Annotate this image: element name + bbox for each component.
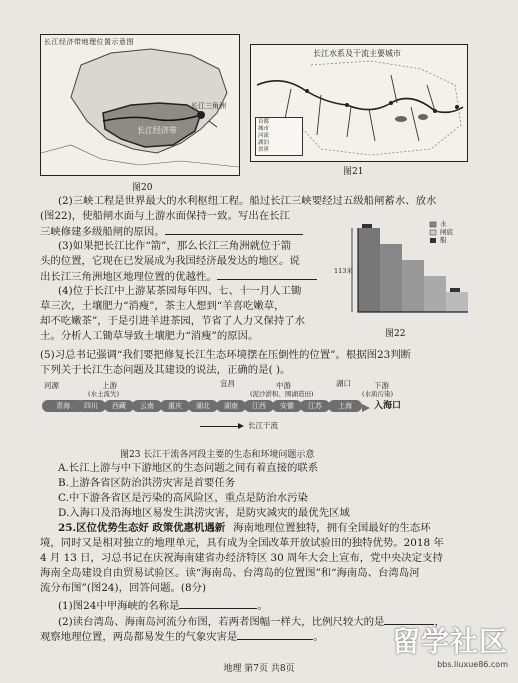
- legend-item: 河流: [258, 133, 270, 139]
- figure-22-caption: 图22: [385, 329, 406, 339]
- option-d[interactable]: D.入海口及沿海地区易发生洪涝灾害，是防灾减灾的最优先区域: [58, 507, 350, 519]
- legend-item: 湖泊: [258, 140, 270, 146]
- legend-water: 水: [440, 220, 447, 228]
- province-segment: 重庆: [160, 400, 190, 412]
- figure-23-caption: 图23 长江干流各河段主要的生态和环境问题示意: [120, 450, 315, 460]
- page-footer: 地理 第7页 共8页: [223, 664, 295, 674]
- height-label: 113米: [334, 267, 353, 275]
- arrow-right-icon: [238, 423, 244, 429]
- q4-line: (4)位于长江中上游某茶园每年四、七、十一月人工锄: [58, 285, 302, 297]
- answer-blank[interactable]: [179, 598, 257, 609]
- figure-21-caption: 图21: [343, 167, 364, 177]
- figure-20-title: 长江经济带地理位置示意图: [44, 38, 134, 46]
- section-label: 河源: [44, 381, 59, 390]
- legend-item: 首都: [258, 119, 270, 125]
- watermark-text: 留学社区: [391, 625, 508, 658]
- sea-label: 入海口: [374, 401, 402, 411]
- figure-20-map: [40, 34, 240, 176]
- option-c[interactable]: C.中下游各省区是污染的高风险区，重点是防治水污染: [58, 492, 308, 504]
- figure-21-map: [250, 44, 468, 162]
- section-label: 宜昌: [220, 379, 235, 388]
- figure-22-legend: [440, 220, 453, 244]
- province-segment: 西藏: [104, 400, 134, 412]
- province-segment: 湖北: [188, 400, 218, 412]
- province-segment: 青海: [42, 400, 84, 412]
- watermark-logo: [392, 620, 508, 669]
- province-segment: 湖南: [216, 400, 246, 412]
- section-label: 中游: [276, 381, 291, 390]
- q25-heading: 25.区位优势生态好 政策优惠机遇新: [58, 522, 226, 534]
- section-label: 湖口: [336, 379, 351, 388]
- label-yangtze-delta: 长江三角洲: [191, 102, 226, 110]
- option-b[interactable]: B.上游各省区防治洪涝灾害是首要任务: [58, 477, 236, 489]
- q4-line: 土。分析人工锄草导致土壤肥力“消瘦”的原因。: [40, 330, 259, 342]
- answer-blank[interactable]: ( )。: [268, 364, 291, 376]
- q4-line: 草三次，土壤肥力“消瘦”，茶主人想到“羊喜吃嫩草，: [40, 300, 285, 312]
- problem-note: (水质污染): [362, 390, 394, 398]
- legend-ship: 船: [440, 236, 447, 244]
- figure-22-ship-lock: [330, 218, 470, 322]
- q25-line: 境，同时又是相对独立的地理单元，具有成为全国改革开放试验田的独特优势。2018 年: [40, 537, 444, 549]
- answer-blank[interactable]: [237, 629, 313, 640]
- q25-line: 海南全岛建设自由贸易试验区。读“海南岛、台湾岛的位置图”和“海南岛、台湾岛河: [40, 567, 420, 579]
- problem-note: (水土流失): [88, 390, 120, 398]
- province-segment: 安徽: [272, 400, 302, 412]
- figure-21-title: 长江水系及干流主要城市: [313, 49, 401, 58]
- q5-line: 下列关于长江生态问题及其建设的说法，正确的是( )。: [40, 364, 291, 376]
- q25-1-line: (1)图24中甲海峡的名称是 。: [58, 600, 268, 612]
- q2-line: (图22)，使船闸水面与上游水面保持一致。写出在长江: [40, 210, 290, 222]
- q3-line: (3)如果把长江比作“箭”，那么长江三角洲就位于箭: [58, 240, 292, 252]
- legend-item: 城市: [258, 126, 270, 132]
- answer-blank[interactable]: [165, 224, 303, 235]
- q3-line: 出长江三角洲地区地理位置的优越性。: [40, 269, 317, 284]
- label-yangtze-economic-belt: 长江经济带: [137, 126, 177, 135]
- province-segment: 江苏: [300, 400, 330, 412]
- q3-line: 头的位置，它现在已发展成为我国经济最发达的地区。说: [40, 255, 300, 267]
- flow-label: 长江干流: [248, 421, 278, 430]
- flow-line: [200, 426, 240, 427]
- section-label: 上游: [102, 381, 117, 390]
- province-segment: 四川: [76, 400, 106, 412]
- figure-23-yangtze-diagram: [40, 378, 490, 444]
- q5-line: (5)习总书记强调“我们要把修复长江生态环境摆在压倒性的位置”。根据图23判断: [40, 349, 412, 361]
- q25-first-line: 25.区位优势生态好 政策优惠机遇新 海南地理位置独特，拥有全国最好的生态环: [58, 522, 431, 534]
- watermark-url: bbs.liuxue86.com: [437, 660, 508, 669]
- problem-note: (泥沙淤积、围湖造田): [250, 390, 314, 398]
- q25-line: 流分布图”(图24)，回答问题。(8分): [40, 582, 207, 594]
- q25-2-line: (2)读台湾岛、海南岛河流分布图，若两者图幅一样大，比例尺较大的是 ，: [58, 616, 445, 628]
- q2-line: 三峡修建多级船闸的原因。: [40, 224, 303, 239]
- province-segment: 江西: [244, 400, 274, 412]
- q4-line: 却不吃嫩茶”，于是引进羊进茶园，节省了人力又保持了水: [40, 315, 306, 327]
- figure-20-caption: 图20: [132, 183, 153, 193]
- figure-21-legend: [255, 117, 303, 156]
- q2-line: (2)三峡工程是世界最大的水利枢纽工程。船过长江三峡要经过五级船闸蓄水、放水: [58, 195, 437, 207]
- legend-item: 省界: [258, 147, 270, 153]
- answer-blank[interactable]: [217, 269, 317, 280]
- province-segment: 云南: [132, 400, 162, 412]
- option-a[interactable]: A.长江上游与中下游地区的生态问题之间有着直接的联系: [58, 462, 319, 474]
- legend-lock-bottom: 闸底: [440, 228, 453, 236]
- section-label: 下游: [374, 381, 389, 390]
- q25-line: 4 月 13 日，习总书记在庆祝海南建省办经济特区 30 周年大会上宣布，党中央决定支持: [40, 552, 443, 564]
- q25-2-line: 观察地理位置，两岛都易发生的气象灾害是 。: [40, 631, 324, 643]
- province-segment: 上海: [328, 400, 362, 412]
- flow-arrow-icon: [362, 404, 370, 412]
